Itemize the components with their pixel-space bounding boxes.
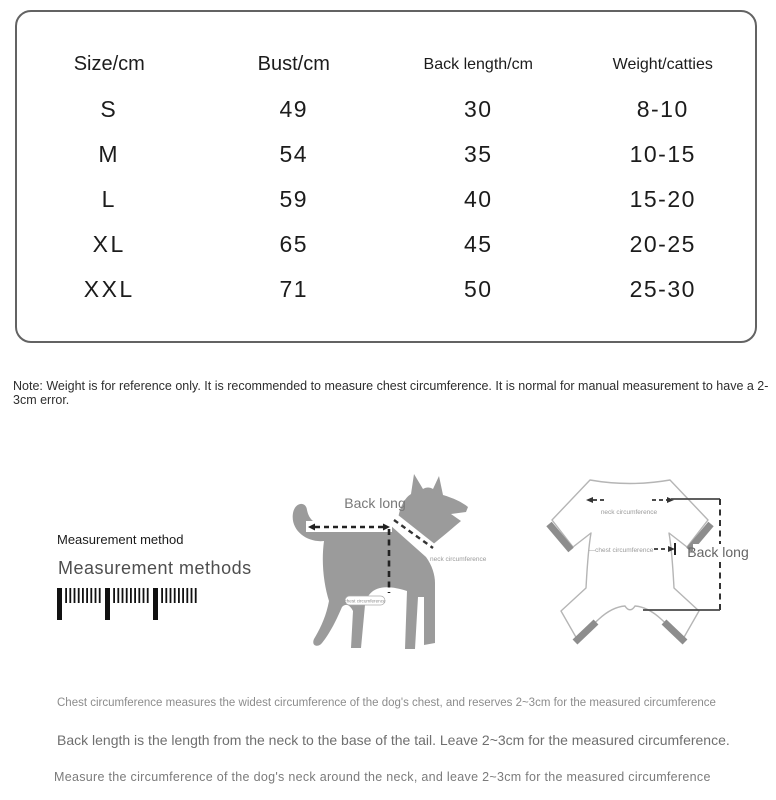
dog-neck-circumference-label: neck circumference [430, 556, 487, 563]
dog-chest-circumference-label: chest circumference [344, 598, 386, 604]
garment-neck-circumference-label: neck circumference [600, 509, 658, 516]
size-chart-table [17, 42, 755, 312]
measurement-method-label: Measurement method [57, 532, 184, 547]
table-cell-weight: 25-30 [629, 276, 696, 302]
table-cell-back: 30 [463, 96, 493, 122]
table-cell-weight: 20-25 [629, 231, 696, 257]
table-cell-bust: 59 [279, 186, 309, 212]
table-cell-size: XXL [83, 276, 135, 302]
dog-measurement-diagram [280, 445, 530, 660]
table-cell-weight: 10-15 [629, 141, 696, 167]
weight-reference-note: Note: Weight is for reference only. It is recommended to measure chest circumference. It is normal for manual measurement to have a 2-3cm error. [13, 379, 769, 407]
column-header-bust: Bust/cm [257, 53, 330, 75]
table-cell-back: 45 [463, 231, 493, 257]
footnote-chest: Chest circumference measures the widest circumference of the dog's chest, and reserves 2~3cm for the measured circumference [57, 697, 716, 709]
table-cell-size: S [100, 96, 119, 122]
table-cell-bust: 54 [279, 141, 309, 167]
garment-measurement-diagram [540, 440, 776, 670]
dog-back-long-label: Back long [344, 495, 406, 511]
garment-back-long-label: Back long [687, 544, 749, 560]
column-header-size: Size/cm [73, 53, 145, 75]
table-cell-back: 50 [463, 276, 493, 302]
column-header-weight: Weight/catties [612, 55, 713, 73]
table-cell-back: 35 [463, 141, 493, 167]
table-cell-size: XL [92, 231, 126, 257]
table-cell-weight: 15-20 [629, 186, 696, 212]
table-cell-bust: 71 [279, 276, 309, 302]
ruler-icon [57, 588, 199, 622]
footnote-neck: Measure the circumference of the dog's neck around the neck, and leave 2~3cm for the measured circumference [54, 770, 711, 784]
dog-head-silhouette [398, 474, 468, 546]
garment-chest-circumference-label: —chest circumference [588, 547, 654, 554]
table-cell-bust: 49 [279, 96, 309, 122]
table-cell-bust: 65 [279, 231, 309, 257]
measurement-methods-title: Measurement methods [58, 558, 252, 578]
table-cell-weight: 8-10 [636, 96, 689, 122]
table-cell-size: M [98, 141, 121, 167]
garment-outline [552, 480, 708, 639]
table-cell-size: L [101, 186, 117, 212]
table-cell-back: 40 [463, 186, 493, 212]
size-chart-card [15, 10, 757, 343]
column-header-back-length: Back length/cm [423, 55, 533, 73]
footnote-back-length: Back length is the length from the neck to the base of the tail. Leave 2~3cm for the measured circumference. [57, 732, 730, 748]
